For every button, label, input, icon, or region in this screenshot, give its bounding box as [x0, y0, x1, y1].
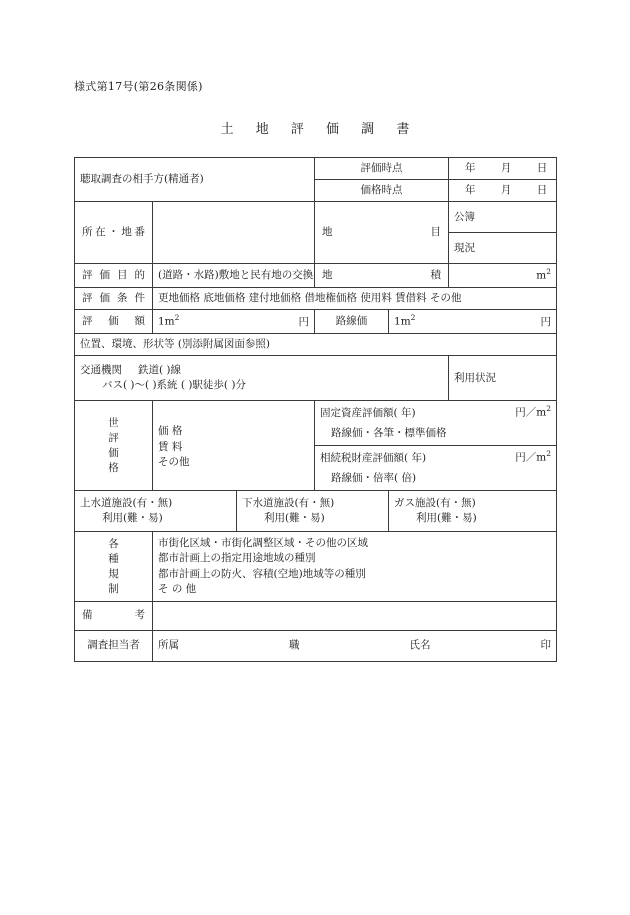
inheritance-sub-options[interactable]: 路線価・倍率( 倍): [331, 471, 417, 484]
landtype-register-label: 公簿: [449, 202, 557, 233]
inheritance-sub-row: [315, 469, 556, 490]
table-row-amount: [75, 310, 557, 334]
sewer-cell[interactable]: [237, 491, 389, 532]
table-row-interview: [75, 158, 557, 180]
location-label: 所在・地番: [75, 202, 153, 264]
market-price-item-rent: 賃 料: [158, 440, 183, 453]
area-label: 地 積: [315, 264, 449, 288]
table-row-transport: [75, 356, 557, 401]
form-number: 様式第17号(第26条関係): [74, 80, 203, 93]
inheritance-value-line[interactable]: [315, 446, 556, 469]
transport-bus: バス( )～( )系統 ( )駅徒歩( )分: [102, 379, 246, 392]
table-row-remarks: [75, 602, 557, 631]
amount-label: 評 価 額: [75, 310, 153, 334]
sewer-use: 利用(難・易): [264, 512, 325, 525]
regulation-line-zoning: 都市計画上の指定用途地域の種別: [158, 552, 316, 565]
purpose-label: 評 価 目 的: [75, 264, 153, 288]
valuation-point-label: 評価時点: [315, 158, 449, 180]
market-price-vertical-label: 世 評 価 格: [75, 401, 153, 491]
gas-cell[interactable]: [389, 491, 557, 532]
table-row-purpose: [75, 264, 557, 288]
transport-usage-status[interactable]: [449, 356, 557, 401]
investigator-name-label: 氏名: [409, 639, 431, 652]
investigator-label: 調査担当者: [75, 631, 153, 662]
transport-label: 交通機関: [80, 364, 122, 377]
investigator-fields-cell[interactable]: [153, 631, 557, 662]
interview-partner-label: 聴取調査の相手方(精通者): [75, 158, 315, 202]
area-value[interactable]: $m^2$: [449, 264, 557, 288]
landtype-actual-label: 現況: [449, 233, 557, 264]
amount-yen: 円: [298, 315, 310, 328]
table-row-investigator: [75, 631, 557, 662]
gas-use: 利用(難・易): [416, 512, 477, 525]
amount-unit: $1m^2$: [158, 313, 180, 328]
regulations-lines[interactable]: [153, 532, 557, 602]
regulation-line-fire-floor-area: 都市計画上の防火、容積(空地)地域等の種別: [158, 567, 366, 580]
price-point-value[interactable]: 年 月 日: [449, 180, 557, 202]
inheritance-row: [315, 446, 556, 469]
roadprice-label: 路線価: [315, 310, 389, 334]
location-value[interactable]: [153, 202, 315, 264]
table-row-position: [75, 334, 557, 356]
position-environment-text: 位置、環境、形状等 (別添附属図面参照): [75, 334, 557, 356]
investigator-seal-label: 印: [540, 639, 551, 652]
transport-rail: 鉄道( )線: [138, 364, 182, 377]
conditions-options[interactable]: 更地価格 底地価格 建付地価格 借地権価格 使用料 賃借料 その他: [153, 288, 557, 310]
market-price-items[interactable]: [153, 401, 315, 491]
water-supply-title: 上水道施設(有・無): [80, 496, 173, 509]
price-point-label: 価格時点: [315, 180, 449, 202]
regulation-line-urbanization: 市街化区域・市街化調整区域・その他の区域: [158, 537, 368, 550]
table-row-utilities: [75, 491, 557, 532]
fixed-asset-unit: 円$/m^2$: [515, 404, 552, 419]
fixed-asset-sub-options[interactable]: 路線価・各筆・標準価格: [315, 424, 556, 446]
investigator-affiliation-label: 所属: [158, 639, 179, 652]
fixed-asset-value-line[interactable]: [315, 401, 556, 424]
table-row-market-price: [75, 401, 557, 491]
water-supply-cell[interactable]: [75, 491, 237, 532]
amount-value-cell[interactable]: [153, 310, 315, 334]
official-valuation-cell: [315, 401, 557, 491]
transport-cell[interactable]: [75, 356, 449, 401]
valuation-point-value[interactable]: 年 月 日: [449, 158, 557, 180]
remarks-value[interactable]: [153, 602, 557, 631]
roadprice-unit: $1m^2$: [394, 313, 416, 328]
usage-status-label: 利用状況: [454, 371, 497, 384]
fixed-asset-row: [315, 401, 556, 424]
gas-title: ガス施設(有・無): [394, 496, 476, 509]
inheritance-unit: 円$/m^2$: [515, 449, 552, 464]
remarks-label: 備 考: [75, 602, 153, 631]
table-row-conditions: [75, 288, 557, 310]
land-valuation-form-table: [74, 157, 557, 662]
purpose-value: (道路・水路)敷地と民有地の交換: [153, 264, 315, 288]
fixed-asset-sub-row: [315, 424, 556, 446]
investigator-position-label: 職: [289, 639, 300, 652]
page-title: 土 地 評 価 調 書: [220, 122, 419, 137]
roadprice-yen: 円: [540, 315, 552, 328]
regulation-line-other: そ の 他: [158, 582, 197, 595]
fixed-asset-label: 固定資産評価額( 年): [320, 406, 416, 419]
conditions-label: 評 価 条 件: [75, 288, 153, 310]
table-row-regulations: [75, 532, 557, 602]
inheritance-label: 相続税財産評価額( 年): [320, 451, 427, 464]
sewer-title: 下水道施設(有・無): [242, 496, 335, 509]
regulations-vertical-label: 各 種 規 制: [75, 532, 153, 602]
landtype-label: 地 目: [315, 202, 449, 264]
water-supply-use: 利用(難・易): [102, 512, 163, 525]
market-price-item-price: 価 格: [158, 425, 183, 438]
roadprice-value-cell[interactable]: [389, 310, 557, 334]
table-row-location: [75, 202, 557, 233]
market-price-item-other: その他: [158, 455, 190, 468]
